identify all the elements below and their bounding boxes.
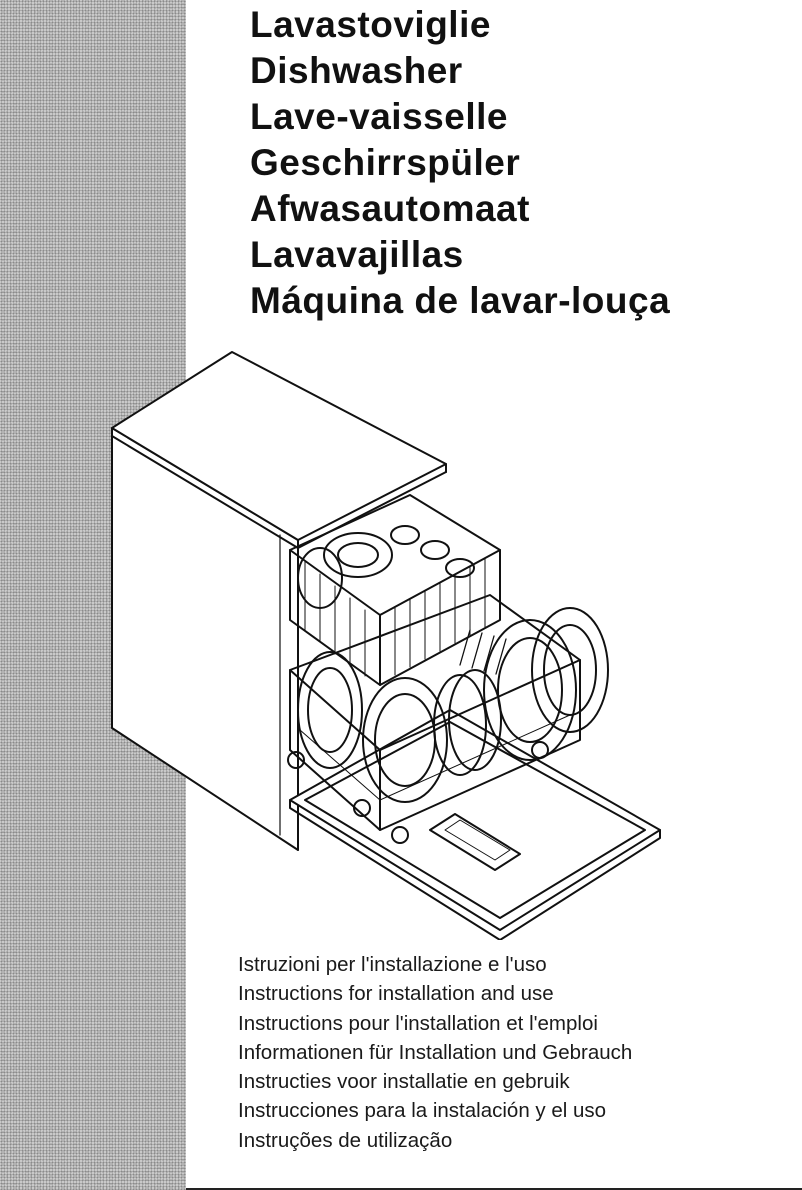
title-portuguese: Máquina de lavar-louça [250,280,671,321]
title-italian: Lavastoviglie [250,4,491,45]
title-english: Dishwasher [250,50,463,91]
subtitle-english: Instructions for installation and use [238,982,554,1006]
subtitle-german: Informationen für Installation und Gebrauch [238,1040,633,1064]
title-german: Geschirrspüler [250,142,521,183]
title-dutch: Afwasautomaat [250,188,530,229]
subtitle-portuguese: Instruções de utilização [238,1128,453,1152]
subtitle-italian: Istruzioni per l'installazione e l'uso [238,953,547,976]
dishwasher-icon [100,330,700,940]
subtitle-french: Instructions pour l'installation et l'emploi [238,1011,598,1035]
product-title-list [250,2,790,324]
title-french: Lave-vaisselle [250,96,508,137]
subtitle-dutch: Instructies voor installatie en gebruik [238,1070,570,1094]
instruction-subtitle-list [238,950,632,1155]
subtitle-spanish: Instrucciones para la instalación y el uso [238,1099,607,1123]
title-spanish: Lavavajillas [250,234,464,275]
